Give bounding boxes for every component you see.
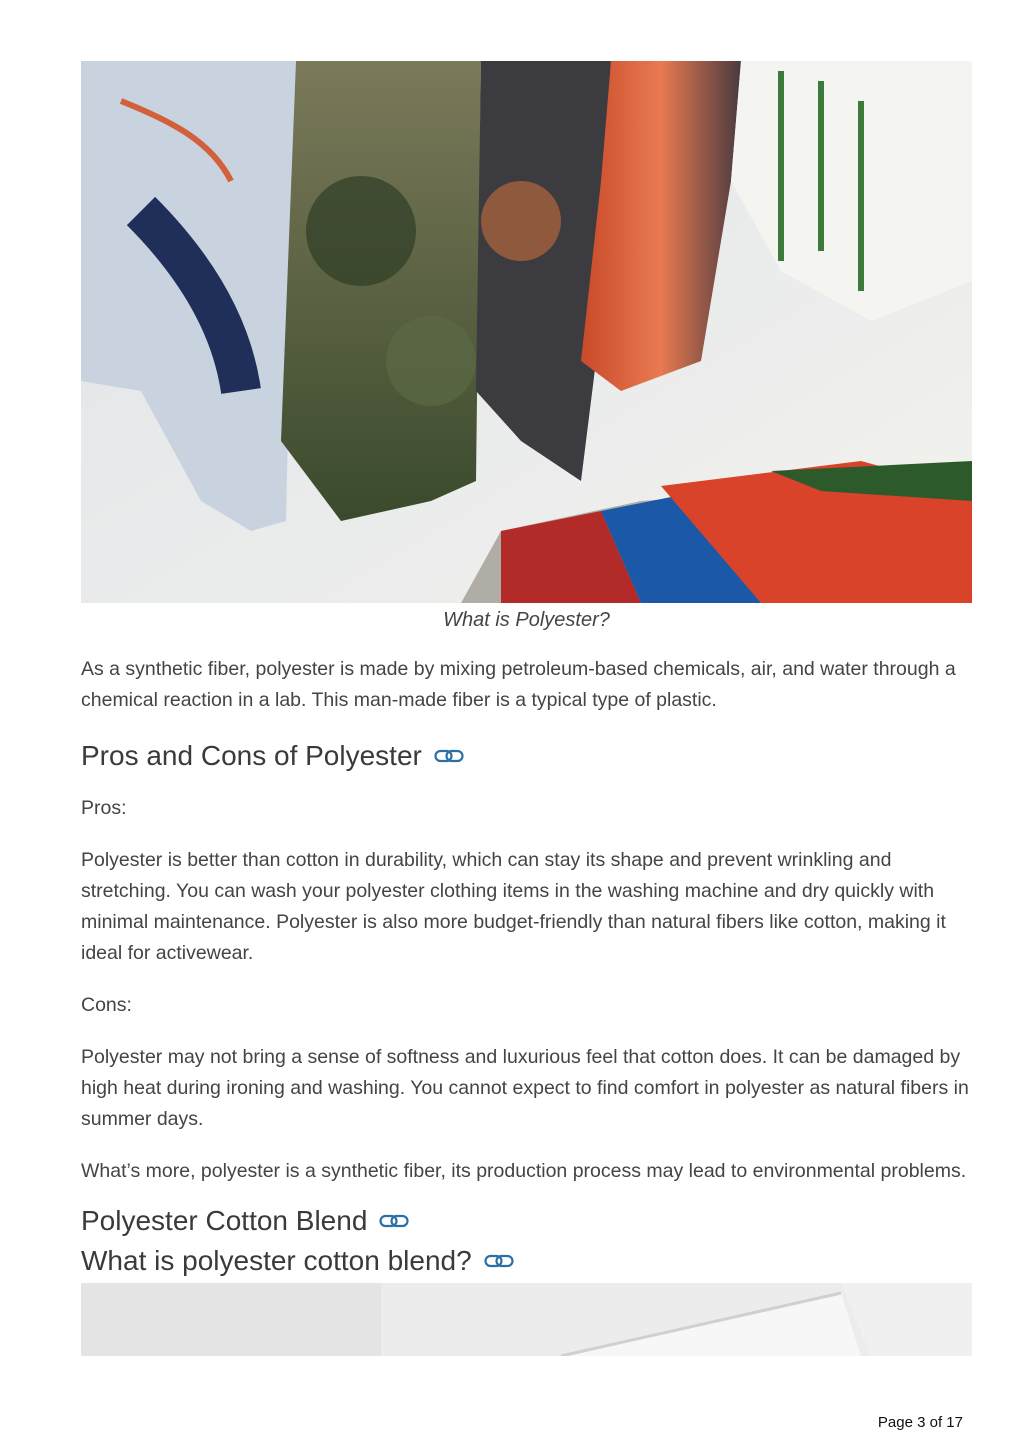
image-caption: What is Polyester? [443, 609, 610, 631]
blend-fabric-image [81, 1283, 972, 1356]
section-heading-pros-cons [81, 736, 972, 776]
pros-label: Pros: [81, 797, 127, 819]
link-icon[interactable] [484, 1253, 514, 1269]
cons-label: Cons: [81, 994, 132, 1016]
subheading-what-is-blend [81, 1241, 972, 1281]
section-heading-blend [81, 1201, 972, 1241]
environment-paragraph: What’s more, polyester is a synthetic fiber, its production process may lead to environmental problems. [81, 1160, 967, 1182]
hero-image [81, 61, 972, 603]
article-content [81, 61, 972, 1356]
intro-paragraph: As a synthetic fiber, polyester is made by mixing petroleum-based chemicals, air, and water through a chemical reaction in a lab. This man-made fiber is a typical type of plastic. [81, 658, 956, 711]
subheading-text: What is polyester cotton blend? [81, 1245, 472, 1276]
section-heading-text: Pros and Cons of Polyester [81, 740, 422, 771]
page-number: Page 3 of 17 [877, 1414, 963, 1431]
section-heading-text: Polyester Cotton Blend [81, 1205, 368, 1236]
link-icon[interactable] [379, 1213, 409, 1229]
link-icon[interactable] [434, 748, 464, 764]
pros-paragraph: Polyester is better than cotton in durability, which can stay its shape and prevent wrinkling and stretching. You can wash your polyester clothing items in the washing machine and dry quickly with minimal maintenance. Polyester is also more budget-friendly than natural fibers like cotton, making it ideal for activewear. [81, 849, 946, 964]
cons-paragraph: Polyester may not bring a sense of softness and luxurious feel that cotton does. It can be damaged by high heat during ironing and washing. You cannot expect to find comfort in polyester as natural fibers in summer days. [81, 1046, 969, 1130]
